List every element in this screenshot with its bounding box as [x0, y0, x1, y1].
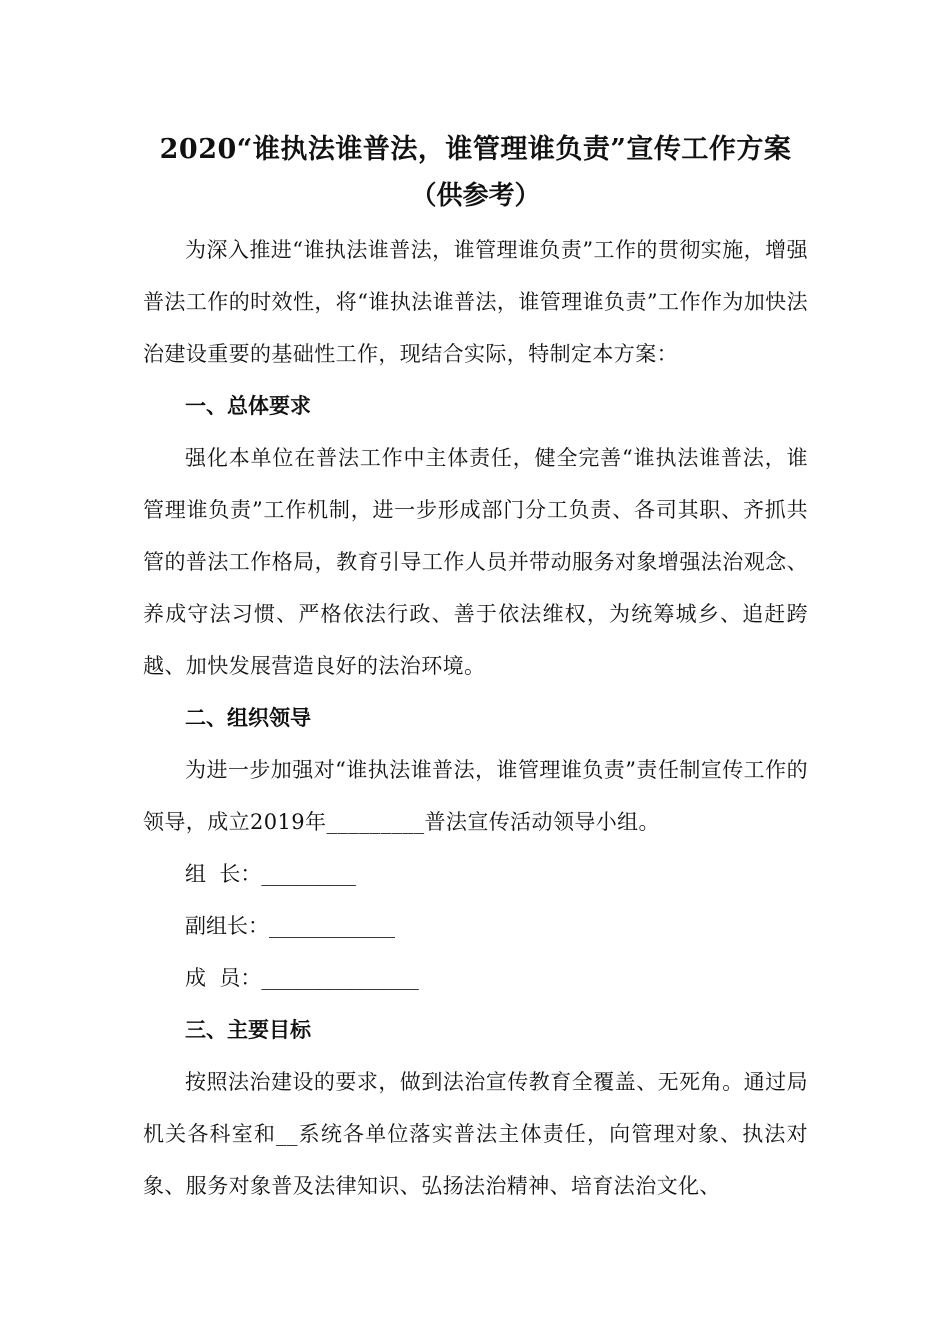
section-heading-main-goals: 三、主要目标: [185, 1017, 311, 1042]
intro-paragraph: 为深入推进“谁执法谁普法，谁管理谁负责”工作的贯彻实施，增强普法工作的时效性，将“谁执法谁普法，谁管理谁负责”工作作为加快法治建设重要的基础性工作，现结合实际，特制定本方案：: [143, 238, 808, 366]
section-body-main-goals: 按照法治建设的要求，做到法治宣传教育全覆盖、无死角。通过局机关各科室和__系统各单位落实普法主体责任，向管理对象、执法对象、服务对象普及法律知识、弘扬法治精神、培育法治文化、: [143, 1070, 808, 1198]
document-subtitle: （供参考）: [410, 181, 541, 211]
members-field: 成 员：_______________: [185, 966, 419, 990]
section-body-overall-requirements: 强化本单位在普法工作中主体责任，健全完善“谁执法谁普法，谁管理谁负责”工作机制，进一步形成部门分工负责、各司其职、齐抓共管的普法工作格局，教育引导工作人员并带动服务对象增强法治观念、养成守法习惯、严格依法行政、善于依法维权，为统筹城乡、追赶跨越、加快发展营造良好的法治环境。: [143, 446, 808, 678]
deputy-leader-field: 副组长：____________: [185, 914, 395, 938]
leader-field: 组 长：_________: [185, 862, 356, 886]
section-heading-overall-requirements: 一、总体要求: [185, 393, 311, 418]
section-body-organization: 为进一步加强对“谁执法谁普法，谁管理谁负责”责任制宣传工作的领导，成立2019年_________普法宣传活动领导小组。: [143, 758, 808, 834]
document-title: 2020“谁执法谁普法，谁管理谁负责”宣传工作方案: [159, 134, 792, 165]
section-heading-organization: 二、组织领导: [185, 705, 311, 730]
document-content: [143, 128, 808, 1212]
